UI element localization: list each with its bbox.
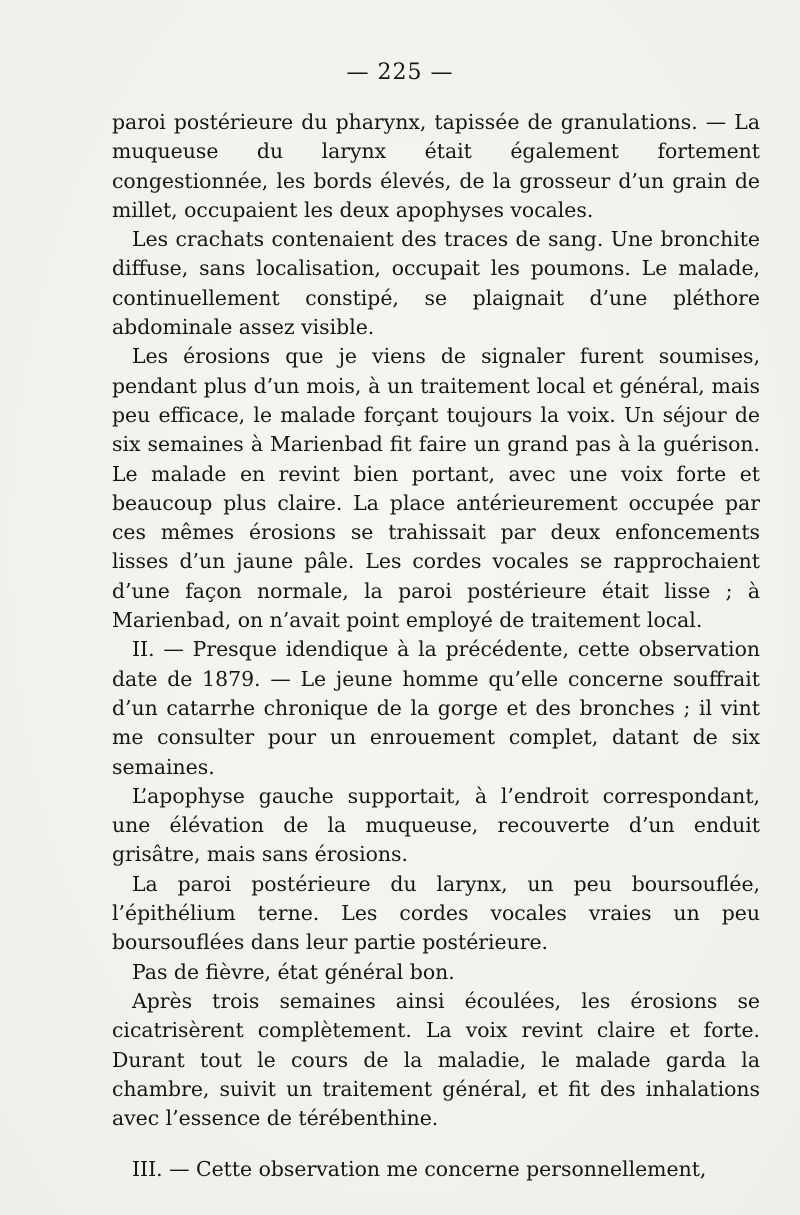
page-number: — 225 —: [346, 60, 454, 85]
paragraph-2: Les crachats contenaient des traces de sang. Une bronchite diffuse, sans localisation, occupait les poumons. Le malade, continuellement constipé, se plaignait d’une pléthore abdominale assez visible.: [112, 227, 760, 340]
paragraph-9: III. — Cette observation me concerne personnellement,: [132, 1157, 707, 1182]
paragraph-1: paroi postérieure du pharynx, tapissée de granulations. — La muqueuse du larynx était également fortement congestionnée, les bords élevés, de la grosseur d’un grain de millet, occupaient les deux apophyses vocales.: [112, 110, 760, 222]
paragraph-8: Après trois semaines ainsi écoulées, les érosions se cicatrisèrent complètement. La voix revint claire et forte. Durant tout le cours de la maladie, le malade garda la chambre, suivit un traitement général, et fit des inhalations avec l’essence de térébenthine.: [112, 988, 760, 1131]
page-body: [112, 108, 760, 1185]
paragraph-5: L’apophyse gauche supportait, à l’endroit correspondant, une élévation de la muqueuse, recouverte d’un enduit grisâtre, mais sans érosions.: [112, 783, 760, 867]
paragraph-3: Les érosions que je viens de signaler furent soumises, pendant plus d’un mois, à un traitement local et général, mais peu efficace, le malade forçant toujours la voix. Un séjour de six semaines à Marienbad fit faire un grand pas à la guérison. Le malade en revint bien portant, avec une voix forte et beaucoup plus claire. La place antérieurement occupée par ces mêmes érosions se trahissait par deux enfoncements lisses d’un jaune pâle. Les cordes vocales se rapprochaient d’une façon normale, la paroi postérieure était lisse ; à Marienbad, on n’avait point employé de traitement local.: [112, 344, 760, 633]
paragraph-6: La paroi postérieure du larynx, un peu boursouflée, l’épithélium terne. Les cordes vocales vraies un peu boursouflées dans leur partie postérieure.: [112, 871, 760, 955]
paragraph-4: II. — Presque idendique à la précédente, cette observation date de 1879. — Le jeune homme qu’elle concerne souffrait d’un catarrhe chronique de la gorge et des bronches ; il vint me consulter pour un enrouement complet, datant de six semaines.: [112, 637, 760, 779]
paragraph-7: Pas de fièvre, état général bon.: [132, 959, 455, 984]
